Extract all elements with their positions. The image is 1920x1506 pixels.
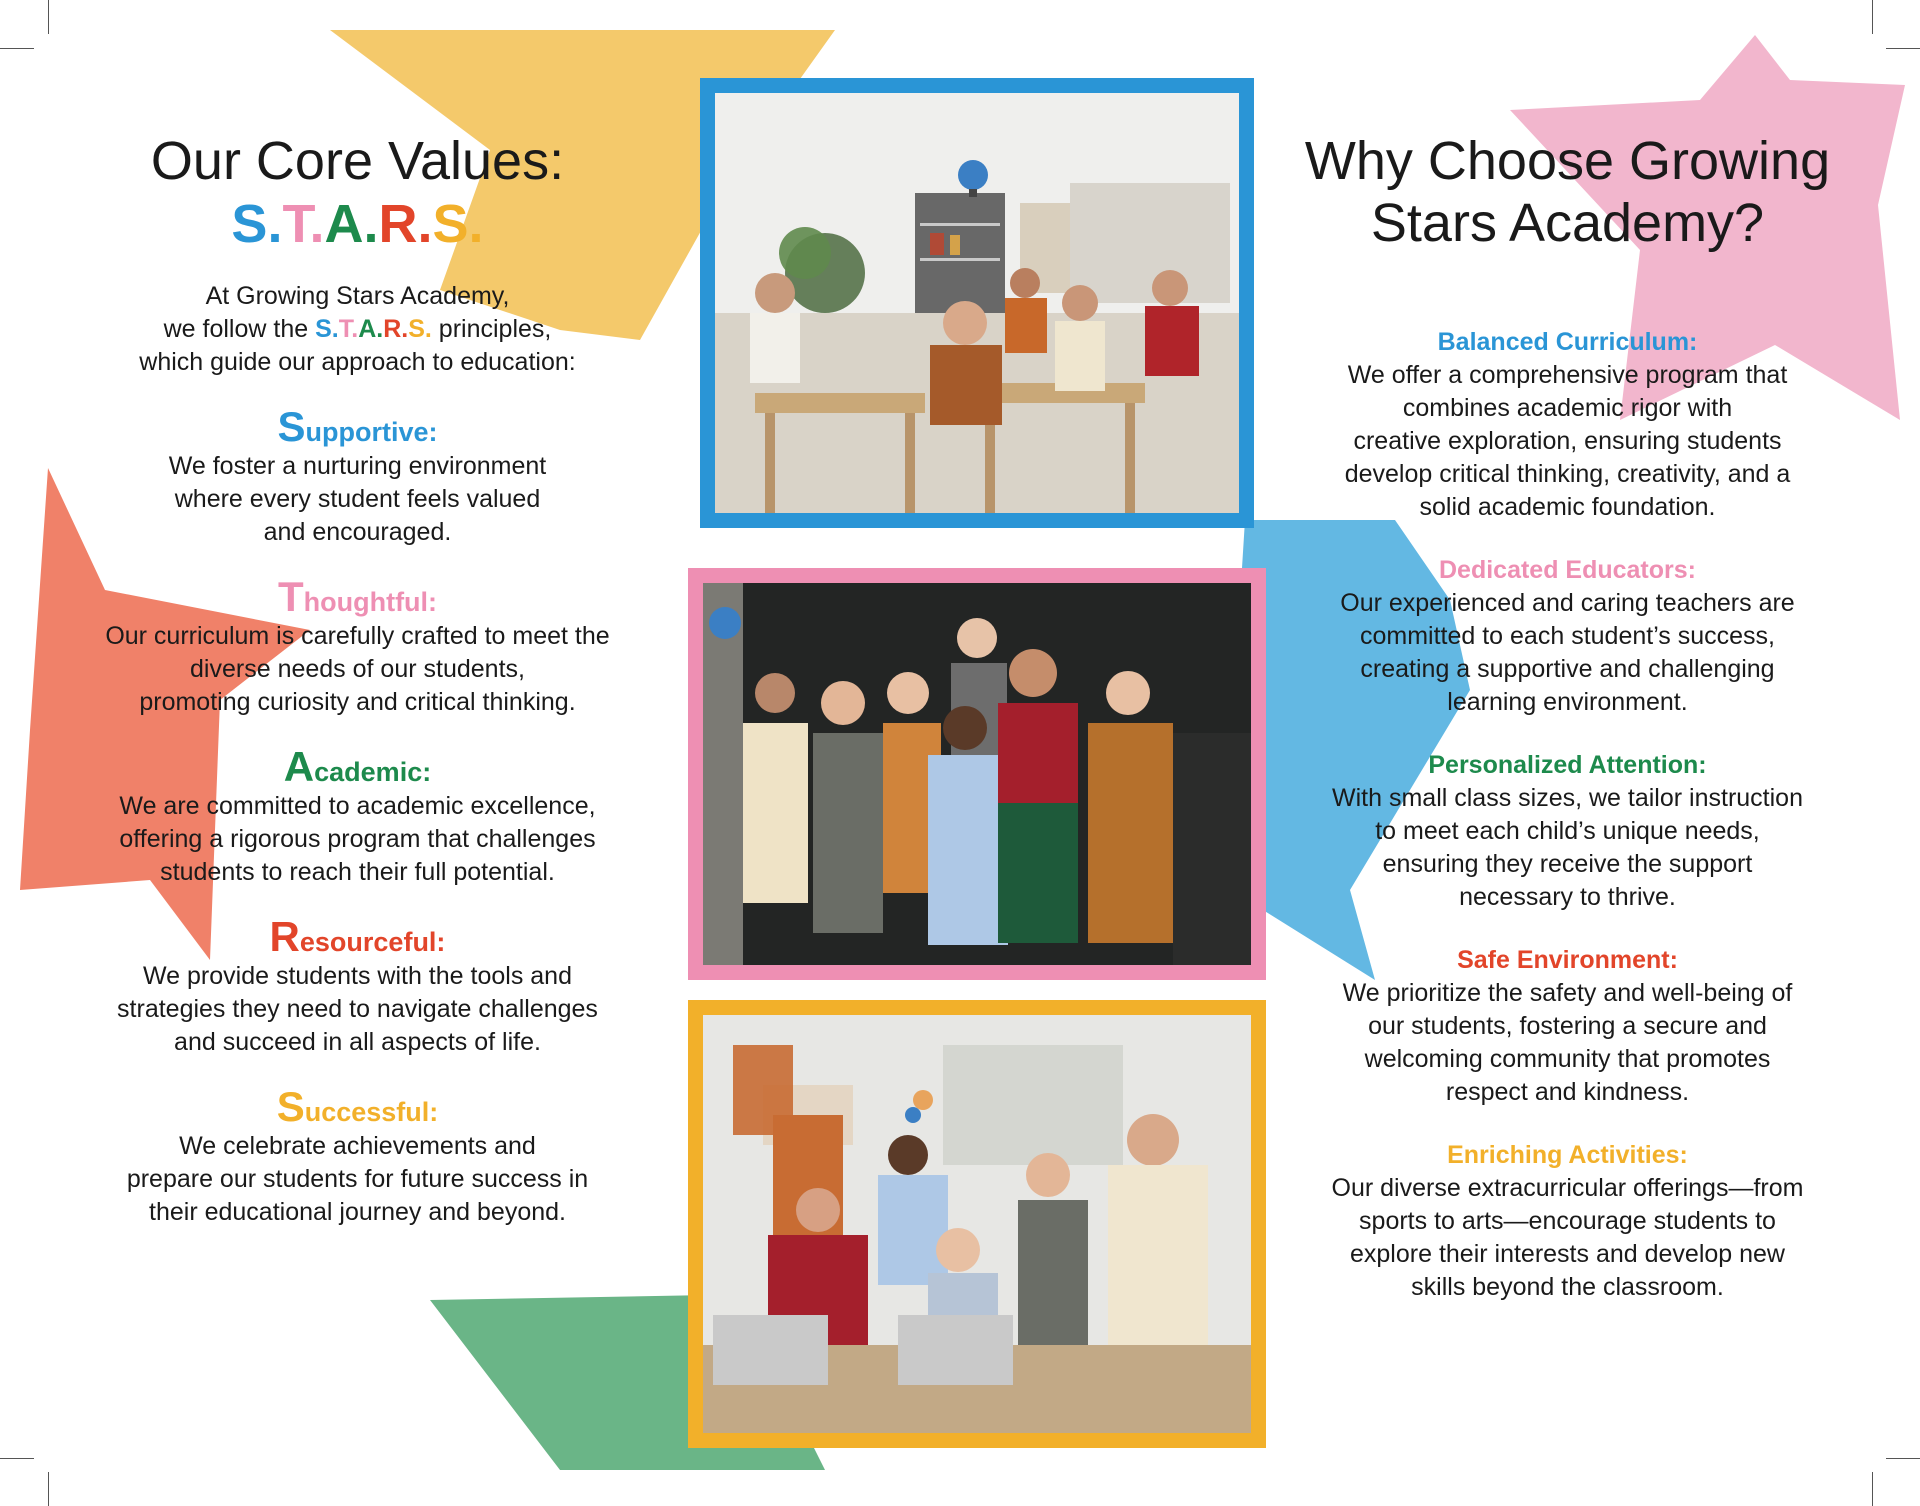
intro-line [55, 313, 660, 346]
value-line: strategies they need to navigate challenges [117, 995, 598, 1023]
reason-description [1295, 1172, 1840, 1304]
core-values-title: Our Core Values: [150, 131, 565, 191]
reason-line: We prioritize the safety and well-being of [1342, 979, 1793, 1007]
crop-mark [1872, 1472, 1873, 1506]
value-description [55, 620, 660, 719]
title-line: Why Choose Growing [1304, 131, 1831, 191]
crop-mark [48, 0, 49, 34]
value-line: and encouraged. [263, 518, 452, 546]
stars-letter: T [338, 315, 352, 343]
values-list [55, 403, 660, 1229]
value-line: students to reach their full potential. [160, 858, 555, 886]
value-title: houghtful: [303, 587, 438, 617]
value-line: where every student feels valued [174, 485, 541, 513]
title-line: Stars Academy? [1370, 193, 1765, 253]
reason-line: welcoming community that promotes [1364, 1045, 1771, 1073]
value-title: esourceful: [299, 927, 446, 957]
intro-text: we follow the [163, 315, 316, 343]
reason-line: to meet each child’s unique needs, [1375, 817, 1760, 845]
group-illustration [703, 583, 1251, 965]
value-block [55, 573, 660, 719]
reason-heading: Personalized Attention: [1428, 751, 1707, 779]
group-photo [688, 568, 1266, 980]
reason-line: necessary to thrive. [1459, 883, 1676, 911]
reason-line: With small class sizes, we tailor instruction [1332, 784, 1803, 812]
value-description [55, 450, 660, 549]
stars-letter: A [324, 194, 364, 254]
stars-letter: . [351, 315, 359, 343]
stars-letter: . [401, 315, 409, 343]
reason-line: learning environment. [1447, 688, 1688, 716]
stars-letter: A [358, 315, 377, 343]
reason-heading: Safe Environment: [1457, 946, 1678, 974]
reason-line: develop critical thinking, creativity, and a [1344, 460, 1791, 488]
value-block [55, 1083, 660, 1229]
value-block [55, 403, 660, 549]
value-heading [55, 403, 660, 450]
value-initial: S [276, 1083, 305, 1130]
value-heading [55, 573, 660, 620]
value-title: cademic: [314, 757, 432, 787]
value-heading [55, 913, 660, 960]
intro-line: which guide our approach to education: [139, 348, 576, 376]
value-line: We provide students with the tools and [143, 962, 572, 990]
reason-line: sports to arts—encourage students to [1359, 1207, 1776, 1235]
value-description [55, 1130, 660, 1229]
why-choose-title [1295, 130, 1840, 254]
value-line: prepare our students for future success in [126, 1165, 589, 1193]
reason-line: our students, fostering a secure and [1368, 1012, 1767, 1040]
value-initial: T [277, 573, 304, 620]
stars-letter: . [376, 315, 384, 343]
reason-description [1295, 587, 1840, 719]
value-heading [55, 743, 660, 790]
value-title: upportive: [305, 417, 438, 447]
intro-text: principles, [431, 315, 552, 343]
value-line: their educational journey and beyond. [149, 1198, 566, 1226]
intro-line: At Growing Stars Academy, [205, 282, 510, 310]
stars-inline-acronym [315, 315, 432, 343]
value-line: We foster a nurturing environment [168, 452, 547, 480]
reason-line: explore their interests and develop new [1350, 1240, 1785, 1268]
value-description [55, 790, 660, 889]
value-initial: A [283, 743, 315, 790]
reason-heading: Balanced Curriculum: [1437, 328, 1698, 356]
reason-line: creative exploration, ensuring students [1353, 427, 1782, 455]
celebration-illustration [703, 1015, 1251, 1433]
stars-letter: R [383, 315, 402, 343]
reasons-list [1295, 326, 1840, 1304]
stars-letter: . [417, 194, 433, 254]
reason-line: We offer a comprehensive program that [1347, 361, 1788, 389]
stars-letter: S [432, 194, 469, 254]
stars-letter: . [309, 194, 325, 254]
reason-description [1295, 782, 1840, 914]
reason-description [1295, 359, 1840, 524]
reason-line: combines academic rigor with [1402, 394, 1733, 422]
stars-letter: . [468, 194, 484, 254]
value-title: uccessful: [304, 1097, 439, 1127]
reason-line: ensuring they receive the support [1382, 850, 1753, 878]
reason-line: Our diverse extracurricular offerings—from [1331, 1174, 1804, 1202]
stars-letter: R [378, 194, 418, 254]
reason-heading: Enriching Activities: [1447, 1141, 1688, 1169]
reason-line: committed to each student’s success, [1359, 622, 1775, 650]
crop-mark [0, 1458, 34, 1459]
crop-mark [1886, 48, 1920, 49]
reason-description [1295, 977, 1840, 1109]
celebration-photo [688, 1000, 1266, 1448]
stars-letter: S [315, 315, 332, 343]
stars-acronym [55, 192, 660, 256]
crop-mark [48, 1472, 49, 1506]
reason-line: respect and kindness. [1445, 1078, 1690, 1106]
why-choose-panel [1295, 130, 1840, 1304]
value-line: and succeed in all aspects of life. [174, 1028, 541, 1056]
stars-letter: S [408, 315, 425, 343]
stars-letter: . [424, 315, 432, 343]
core-values-panel [55, 130, 660, 1229]
stars-letter: S [231, 194, 268, 254]
value-line: diverse needs of our students, [190, 655, 525, 683]
value-line: offering a rigorous program that challenges [119, 825, 596, 853]
value-block [55, 743, 660, 889]
value-initial: S [277, 403, 306, 450]
intro-paragraph [55, 280, 660, 379]
crop-mark [0, 48, 34, 49]
reason-block [1295, 1139, 1840, 1304]
reason-block [1295, 326, 1840, 524]
value-line: We celebrate achievements and [179, 1132, 536, 1160]
value-initial: R [269, 913, 300, 960]
reason-line: solid academic foundation. [1419, 493, 1716, 521]
classroom-photo [700, 78, 1254, 528]
reason-block [1295, 554, 1840, 719]
reason-heading: Dedicated Educators: [1438, 556, 1696, 584]
value-description [55, 960, 660, 1059]
stars-letter: . [363, 194, 379, 254]
reason-line: creating a supportive and challenging [1360, 655, 1775, 683]
value-block [55, 913, 660, 1059]
value-line: Our curriculum is carefully crafted to meet the [105, 622, 610, 650]
crop-mark [1886, 1458, 1920, 1459]
value-line: We are committed to academic excellence, [119, 792, 596, 820]
value-heading [55, 1083, 660, 1130]
reason-line: skills beyond the classroom. [1411, 1273, 1724, 1301]
reason-line: Our experienced and caring teachers are [1340, 589, 1795, 617]
stars-letter: . [267, 194, 283, 254]
classroom-illustration [715, 93, 1239, 513]
reason-block [1295, 944, 1840, 1109]
value-line: promoting curiosity and critical thinking. [139, 688, 576, 716]
stars-letter: . [331, 315, 339, 343]
reason-block [1295, 749, 1840, 914]
stars-letter: T [282, 194, 310, 254]
crop-mark [1872, 0, 1873, 34]
